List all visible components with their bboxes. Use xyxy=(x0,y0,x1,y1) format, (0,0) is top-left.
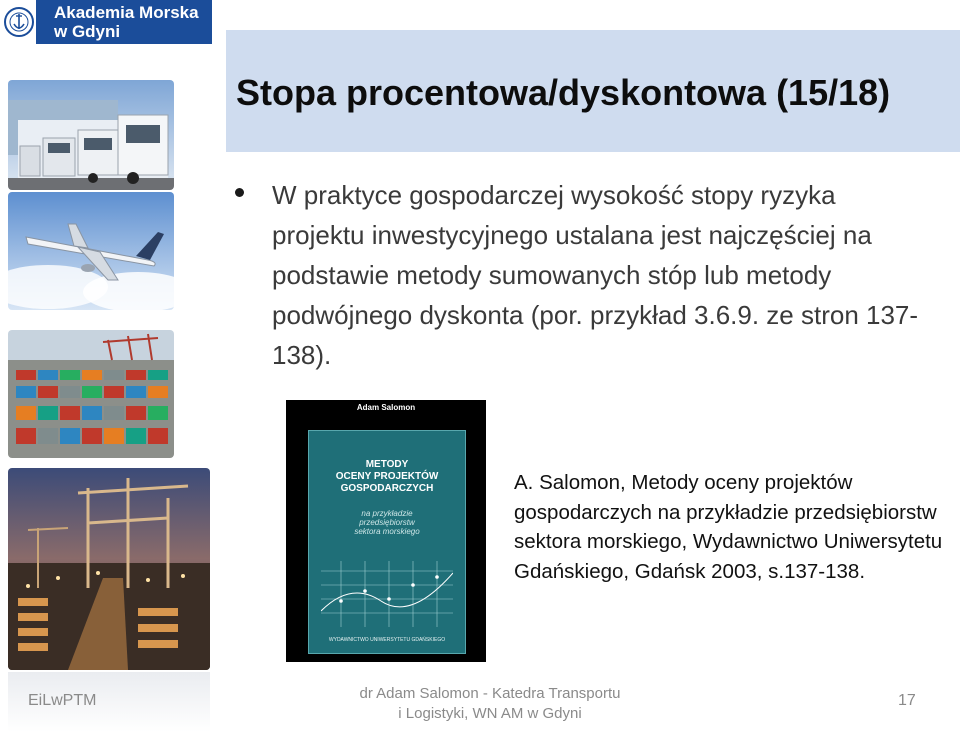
book-citation: A. Salomon, Metody oceny projektów gospodarczych na przykładzie przedsiębiorstw sektora morskiego, Wydawnictwo Uniwersytetu Gdańskiego, Gdańsk 2003, s.137-138. xyxy=(514,471,943,583)
book-author: Adam Salomon xyxy=(356,403,416,412)
bullet-text: W praktyce gospodarczej wysokość stopy ryzyka projektu inwestycyjnego ustalana jest najczęściej na podstawie metody sumowanych stóp lub metody podwójnego dyskonta (por. przykład 3.6.9. ze stron 137-138). xyxy=(272,180,919,370)
logo-line-2: w Gdyni xyxy=(54,22,121,41)
book-publisher: WYDAWNICTWO UNIWERSYTETU GDAŃSKIEGO xyxy=(328,637,446,643)
book-subtitle: na przykładzie przedsiębiorstw sektora morskiego xyxy=(354,509,420,536)
university-crest-icon xyxy=(4,2,34,42)
logo-banner xyxy=(36,0,212,44)
trucks-photo xyxy=(8,80,174,190)
bullet-icon xyxy=(235,188,244,197)
footer-author: dr Adam Salomon - Katedra Transportu i Logistyki, WN AM w Gdyni xyxy=(359,685,621,722)
airplane-photo xyxy=(8,192,174,310)
book-chart-graphic xyxy=(321,561,453,627)
book-cover-panel xyxy=(308,430,466,654)
university-logo xyxy=(0,0,212,44)
logo-line-1: Akademia Morska xyxy=(54,3,199,22)
page-number: 17 xyxy=(898,692,916,709)
book-cover xyxy=(286,400,486,662)
footer-course-code: EiLwPTM xyxy=(28,692,97,709)
night-port-photo xyxy=(8,468,210,670)
title-band xyxy=(226,30,960,152)
slide-title: Stopa procentowa/dyskontowa (15/18) xyxy=(236,72,891,113)
book-title: METODY OCENY PROJEKTÓW GOSPODARCZYCH xyxy=(335,459,439,494)
container-port-photo xyxy=(8,330,174,458)
